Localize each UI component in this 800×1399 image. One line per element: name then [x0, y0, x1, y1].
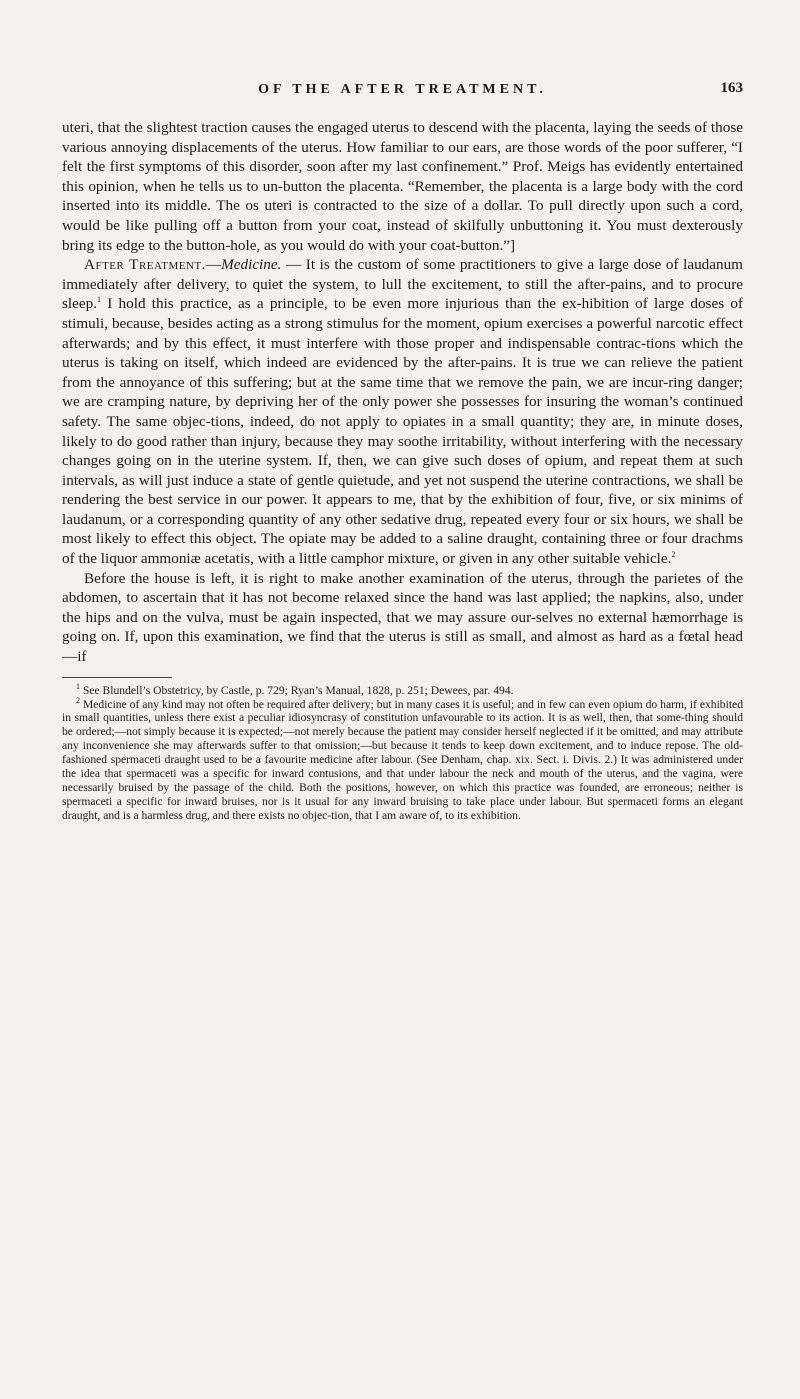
- footnote-reference: 1: [97, 295, 102, 305]
- footnote-mark: 1: [76, 681, 80, 691]
- paragraph-text: — It is the custom of some practitioners to give a large dose of laudanum immediately after delivery, to quiet the system, to lull the excitement, to still the after-pains, and to procure sleep.: [62, 256, 743, 313]
- footnote-rule: [62, 677, 172, 678]
- footnote-mark: 2: [76, 695, 80, 705]
- footnote-reference: 2: [671, 550, 676, 559]
- paragraph-text: I hold this practice, as a principle, to be even more injurious than the ex-hibition of large doses of stimuli, because, besides acting as a strong stimulus for the moment, opium exercises a powerful narcotic effect afterwards; and by this effect, it must interfere with those proper and indispensable contrac-tions which the uterus is taking on itself, which indeed are evidenced by the after-pains. It is true we can relieve the patient from the annoyance of this suffering; but at the same time that we remove the pain, we are incur-ring danger; we are cramping nature, by depriving her of the only power she possesses for insuring the woman’s continued safety. The same objec-tions, indeed, do not apply to opiates in a small quantity; they are, in minute doses, likely to do good rather than injury, because they may soothe irritability, without interfering with the necessary changes going on in the uterine system. If, then, we can give such doses of opium, and repeat them at such intervals, as will just induce a state of gentle quietude, and yet not suspend the uterine contractions, we shall be rendering the best service in our power. It appears to me, that by the exhibition of four, five, or six minims of laudanum, or a corresponding quantity of any other sedative drug, repeated every four or six hours, we shall be most likely to effect this object. The opiate may be added to a saline draught, containing three or four drachms of the liquor ammoniæ acetatis, with a little camphor mixture, or given in any other suitable vehicle.: [62, 295, 743, 568]
- section-subheading: Medicine.: [221, 256, 282, 274]
- paragraph-examination: Before the house is left, it is right to make another examination of the uterus, through the parietes of the abdomen, to ascertain that it has not become relaxed since the hand was last applied; the napkins, also, under the hips and on the vulva, must be again inspected, that we may assure our-selves no external hæmorrhage is going on. If, upon this examination, we find that the uterus is still as small, and almost as hard as a fœtal head—if: [62, 569, 743, 666]
- heading-dash: —: [205, 256, 222, 274]
- footnote-1: [62, 681, 743, 698]
- running-title: OF THE AFTER TREATMENT.: [258, 82, 547, 97]
- body-text: [62, 118, 743, 667]
- footnote-text: See Blundell’s Obstetricy, by Castle, p. 729; Ryan’s Manual, 1828, p. 251; Dewees, par. 494.: [80, 683, 514, 697]
- footnote-text: Medicine of any kind may not often be required after delivery; but in many cases it is useful; and in few can even opium do harm, if exhibited in small quantities, unless there exist a peculiar idiosyncrasy of constitution unfavourable to its action. It is as well, then, that some-thing should be ordered;—not simply because it is expected;—not merely because the patient may consider herself neglected if it be omitted, and may attribute any inconvenience she may afterwards suffer to that omission;—but because it tends to keep down excitement, and to induce repose. The old-fashioned spermaceti draught used to be a favourite medicine after labour. (See Denham, chap. xix. Sect. i. Divis. 2.) It was administered under the idea that spermaceti was a specific for inward contusions, and that under labour the neck and mouth of the uterus, and the vagina, were necessarily bruised by the passage of the child. Both the positions, however, on which this practice was founded, are erroneous; neither is spermaceti a specific for inward bruises, nor is it usual for any inward bruising to take place under labour. But spermaceti forms an elegant draught, and is a harmless drug, and there exists no objec-tion, that I am aware of, to its exhibition.: [62, 697, 743, 822]
- footnote-2: [62, 695, 743, 823]
- page-number: 163: [720, 80, 743, 96]
- paragraph-after-treatment: [62, 255, 743, 569]
- footnotes: [62, 681, 743, 823]
- paragraph-continued: uteri, that the slightest traction causes the engaged uterus to descend with the placenta, laying the seeds of those various annoying displacements of the uterus. How familiar to our ears, are those words of the poor sufferer, “I felt the first symptoms of this disorder, soon after my last confinement.” Prof. Meigs has evidently entertained this opinion, when he tells us to un-button the placenta. “Remember, the placenta is a large body with the cord inserted into its middle. The os uteri is contracted to the size of a dollar. To pull directly upon such a cord, would be like pulling off a button from your coat, instead of skilfully unbuttoning it. You must dexterously bring its edge to the button-hole, as you would do with your coat-button.”]: [62, 119, 743, 254]
- section-heading: After Treatment.: [84, 256, 206, 274]
- running-head: [62, 80, 743, 104]
